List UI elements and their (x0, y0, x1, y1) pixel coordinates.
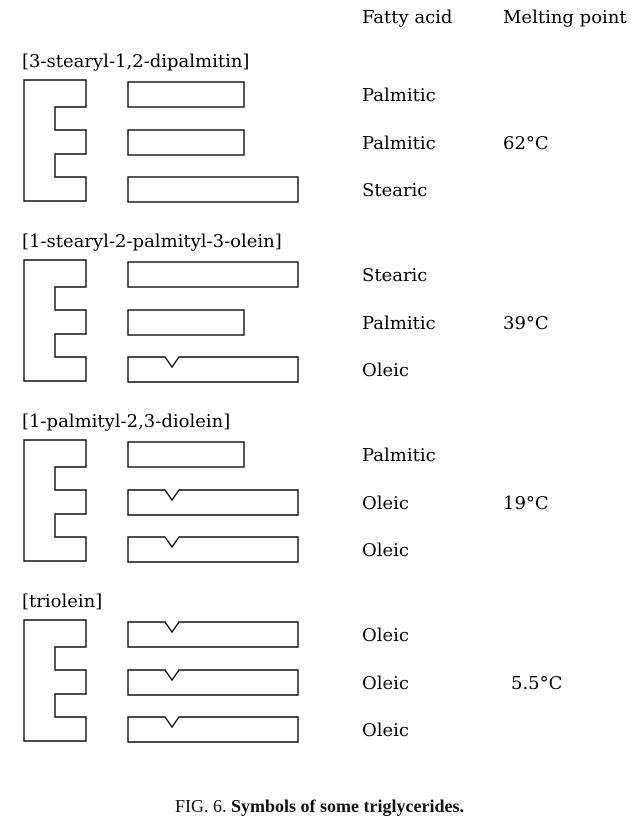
fatty-acid-label: Oleic (362, 493, 410, 514)
fatty-acid-chain (128, 442, 244, 467)
figure-caption (0, 796, 639, 817)
fatty-acid-chain (128, 310, 244, 335)
melting-point-value: 39°C (503, 313, 549, 334)
caption-text: Symbols of some triglycerides. (231, 796, 464, 816)
fatty-acid-label: Palmitic (362, 133, 436, 154)
fatty-acid-chain-unsaturated (128, 670, 298, 695)
fatty-acid-label: Palmitic (362, 445, 436, 466)
melting-point-value: 19°C (503, 493, 549, 514)
fatty-acid-chain-unsaturated (128, 717, 298, 742)
triglyceride-group (22, 591, 562, 742)
caption-prefix: FIG. 6. (175, 796, 232, 816)
fatty-acid-chain (128, 262, 298, 287)
fatty-acid-chain-unsaturated (128, 490, 298, 515)
header-melting-point: Melting point (503, 7, 627, 28)
fatty-acid-chain-unsaturated (128, 622, 298, 647)
group-title: [triolein] (22, 591, 103, 612)
group-title: [1-stearyl-2-palmityl-3-olein] (22, 231, 282, 252)
glycerol-backbone (24, 620, 86, 741)
fatty-acid-chain (128, 177, 298, 202)
fatty-acid-label: Oleic (362, 673, 410, 694)
glycerol-backbone (24, 260, 86, 381)
glycerol-backbone (24, 80, 86, 201)
header-fatty-acid: Fatty acid (362, 7, 453, 28)
fatty-acid-label: Oleic (362, 540, 410, 561)
fatty-acid-label: Stearic (362, 265, 428, 286)
triglyceride-group (22, 411, 549, 562)
fatty-acid-label: Oleic (362, 720, 410, 741)
fatty-acid-chain-unsaturated (128, 357, 298, 382)
fatty-acid-chain (128, 130, 244, 155)
melting-point-value: 62°C (503, 133, 549, 154)
group-title: [3-stearyl-1,2-dipalmitin] (22, 51, 250, 72)
triglyceride-group (22, 231, 549, 382)
fatty-acid-label: Oleic (362, 625, 410, 646)
melting-point-value: 5.5°C (511, 673, 563, 694)
fatty-acid-label: Oleic (362, 360, 410, 381)
fatty-acid-chain (128, 82, 244, 107)
group-title: [1-palmityl-2,3-diolein] (22, 411, 231, 432)
fatty-acid-label: Palmitic (362, 313, 436, 334)
fatty-acid-label: Palmitic (362, 85, 436, 106)
fatty-acid-label: Stearic (362, 180, 428, 201)
glycerol-backbone (24, 440, 86, 561)
triglyceride-group (22, 51, 549, 202)
fatty-acid-chain-unsaturated (128, 537, 298, 562)
